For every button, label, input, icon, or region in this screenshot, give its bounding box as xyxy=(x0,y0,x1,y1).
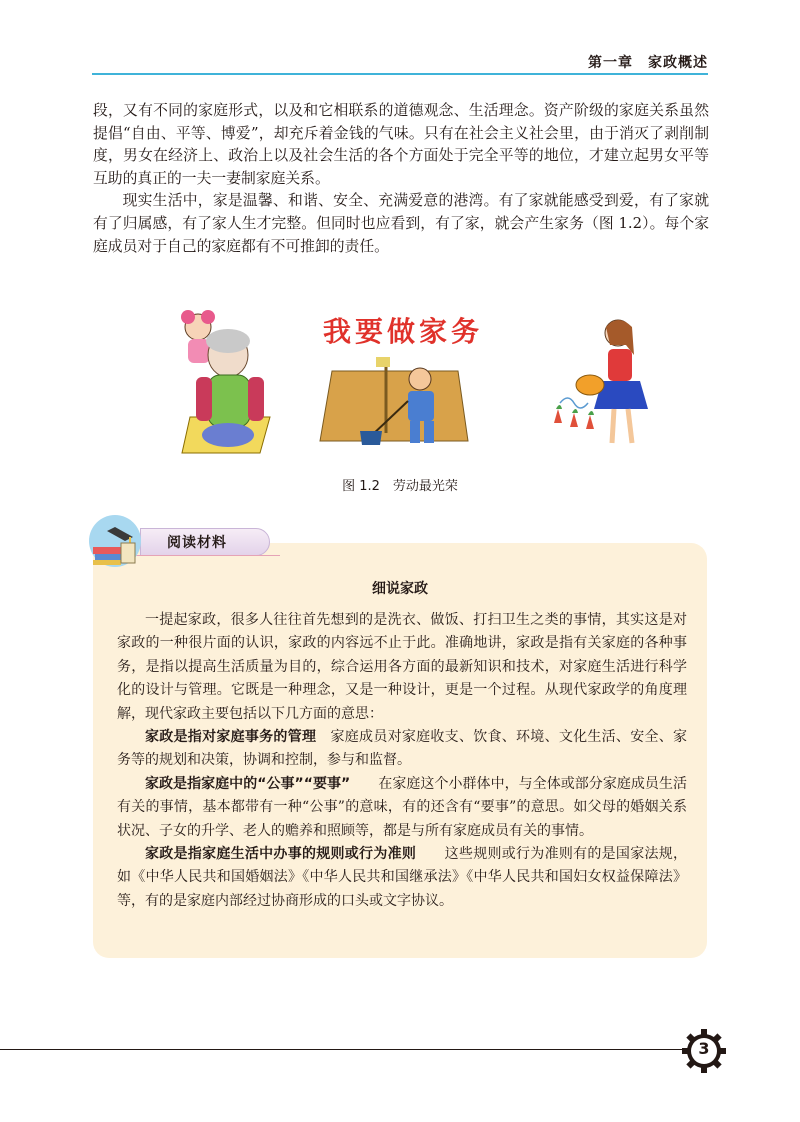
reading-point-1 xyxy=(117,726,687,773)
reading-material-tab xyxy=(140,528,270,556)
boy-sweeping-image xyxy=(320,357,468,445)
body-text xyxy=(93,100,709,258)
page-number: 3 xyxy=(698,1039,710,1058)
chapter-header: 第一章 家政概述 xyxy=(588,55,708,71)
reading-books-icon xyxy=(85,513,143,569)
point-2-text: 在家庭这个小群体中，与全体或部分家庭成员生活有关的事情，基本都带有一种“公事”的意味，有的还含有“要事”的意思。如父母的婚姻关系状况、子女的升学、老人的赡养和照顾等，都是与所有家庭成员有关的事情。 xyxy=(117,775,687,839)
point-3-text: 这些规则或行为准则有的是国家法规，如《中华人民共和国婚姻法》《中华人民共和国继承法》《中华人民共和国妇女权益保障法》等，有的是家庭内部经过协商形成的口头或文字协议。 xyxy=(117,846,688,909)
reading-point-3 xyxy=(117,843,687,913)
footer-rule xyxy=(0,1049,690,1050)
point-1-heading: 家政是指对家庭事务的管理 xyxy=(145,729,317,746)
reading-material-label: 阅读材料 xyxy=(167,535,227,551)
reading-point-2 xyxy=(117,773,687,843)
point-2-heading: 家政是指家庭中的“公事”“要事” xyxy=(145,775,351,792)
figure-caption: 图 1.2 劳动最光荣 xyxy=(342,479,458,494)
reading-intro: 一提起家政，很多人往往首先想到的是洗衣、做饭、打扫卫生之类的事情，其实这是对家政的一种很片面的认识，家政的内容远不止于此。准确地讲，家政是指有关家庭的各种事务，是指以提高生活质量为目的，综合运用各方面的最新知识和技术，对家庭生活进行科学化的设计与管理。它既是一种理念，又是一种设计，更是一个过程。从现代家政学的角度理解，现代家政主要包括以下几方面的意思： xyxy=(117,612,687,722)
point-1-text: 家庭成员对家庭收支、饮食、环境、文化生活、安全、家务等的规划和决策，协调和控制，参与和监督。 xyxy=(117,729,688,769)
header-rule xyxy=(92,73,708,75)
housework-illustration xyxy=(170,305,670,460)
grandmother-and-girl-image xyxy=(181,310,270,453)
paragraph-1: 段，又有不同的家庭形式，以及和它相联系的道德观念、生活理念。资产阶级的家庭关系虽然提倡“自由、平等、博爱”，却充斥着金钱的气味。只有在社会主义社会里，由于消灭了剥削制度，男女在经济上、政治上以及社会生活的各个方面处于完全平等的地位，才建立起男女平等互助的真正的一夫一妻制家庭关系。 xyxy=(93,102,709,187)
banner-text: 我要做家务 xyxy=(323,315,484,348)
reading-text xyxy=(117,609,687,913)
reading-title: 细说家政 xyxy=(372,581,428,597)
girl-watering-plants-image xyxy=(554,320,648,443)
point-3-heading: 家政是指家庭生活中办事的规则或行为准则 xyxy=(145,846,417,863)
paragraph-2: 现实生活中，家是温馨、和谐、安全、充满爱意的港湾。有了家就能感受到爱，有了家就有了归属感，有了家人生才完整。但同时也应看到，有了家，就会产生家务（图 1.2）。每个家庭成员对于自己的家庭都有不可推卸的责任。 xyxy=(93,192,709,255)
